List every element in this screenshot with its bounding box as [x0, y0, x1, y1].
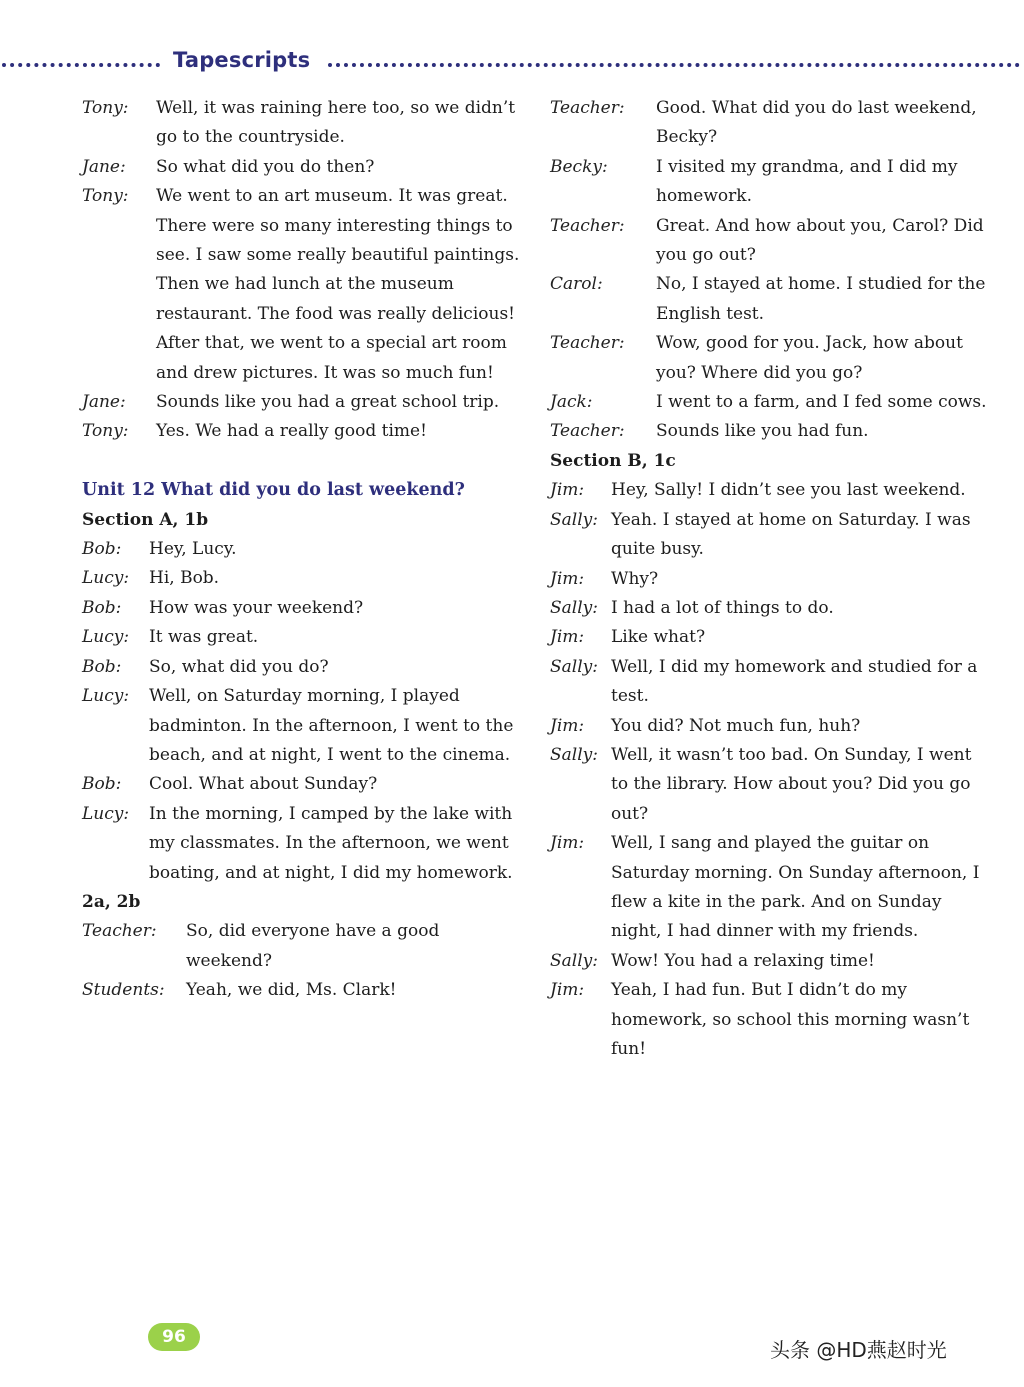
dialog-line	[550, 741, 990, 829]
speaker-name: Sally:	[550, 950, 598, 971]
dialog-line	[550, 623, 990, 652]
speaker-name: Lucy:	[82, 568, 130, 589]
dialog-line	[550, 329, 990, 388]
dialog-text: Wow, good for you. Jack, how about you? Where did you go?	[656, 333, 963, 383]
speaker-name: Jim:	[550, 980, 585, 1001]
speaker-name: Lucy:	[82, 627, 130, 648]
section-2-heading: 2a, 2b	[82, 891, 141, 912]
dialog-line	[550, 153, 990, 212]
header-dots-right	[328, 63, 1020, 67]
dialog-line	[550, 829, 990, 947]
dialog-line	[82, 564, 522, 593]
speaker-name: Teacher:	[550, 333, 625, 354]
speaker-name: Bob:	[82, 597, 122, 618]
dialog-line	[82, 594, 522, 623]
speaker-name: Lucy:	[82, 686, 130, 707]
dialog-text: Well, it was raining here too, so we didn’t go to the countryside.	[156, 98, 516, 148]
speaker-name: Students:	[82, 980, 165, 1001]
dialog-line	[550, 565, 990, 594]
speaker-name: Jim:	[550, 480, 585, 501]
dialog-section-a	[82, 535, 522, 888]
dialog-text: I visited my grandma, and I did my homework.	[656, 156, 958, 207]
dialog-line	[550, 417, 990, 446]
speaker-name: Carol:	[550, 274, 603, 295]
speaker-name: Sally:	[550, 509, 598, 530]
section-b-heading: Section B, 1c	[550, 450, 676, 471]
dialog-text: Cool. What about Sunday?	[149, 774, 378, 795]
dialog-line	[550, 653, 990, 712]
dialog-text: Great. And how about you, Carol? Did you go out?	[656, 215, 984, 266]
dialog-text: Wow! You had a relaxing time!	[611, 950, 875, 971]
dialog-text: Yeah, I had fun. But I didn’t do my homework, so school this morning wasn’t fun!	[611, 980, 970, 1059]
dialog-line	[82, 153, 522, 182]
speaker-name: Sally:	[550, 597, 598, 618]
speaker-name: Jim:	[550, 568, 585, 589]
watermark: 头条 @HD燕赵时光	[770, 1338, 947, 1362]
speaker-name: Teacher:	[550, 215, 625, 236]
dialog-line	[550, 476, 990, 505]
dialog-line	[550, 712, 990, 741]
dialog-text: Yeah. I stayed at home on Saturday. I was quite busy.	[611, 509, 971, 560]
dialog-text: Well, on Saturday morning, I played badminton. In the afternoon, I went to the beach, and at night, I went to the cinema.	[149, 686, 514, 765]
dialog-line	[550, 270, 990, 329]
speaker-name: Jim:	[550, 627, 585, 648]
dialog-line	[82, 623, 522, 652]
dialog-line	[550, 506, 990, 565]
dialog-line	[82, 388, 522, 417]
dialog-text: We went to an art museum. It was great. There were so many interesting things to see. I saw some really beautiful paintings. Then we had lunch at the museum restaurant. The food was really delicious! After that, we went to a special art room and drew pictures. It was so much fun!	[156, 186, 520, 383]
dialog-section-2	[82, 917, 522, 1005]
dialog-text: No, I stayed at home. I studied for the English test.	[656, 274, 986, 324]
speaker-name: Jack:	[550, 392, 593, 413]
speaker-name: Tony:	[82, 186, 129, 207]
speaker-name: Teacher:	[550, 421, 625, 442]
speaker-name: Bob:	[82, 656, 122, 677]
dialog-text: I went to a farm, and I fed some cows.	[656, 392, 987, 413]
speaker-name: Jane:	[82, 392, 126, 413]
header-dots-left	[2, 63, 160, 67]
dialog-line	[550, 976, 990, 1064]
left-column	[82, 94, 522, 1006]
dialog-line	[82, 653, 522, 682]
dialog-teacher-class	[550, 94, 990, 447]
speaker-name: Jane:	[82, 156, 126, 177]
page-header	[0, 46, 1024, 80]
dialog-line	[550, 212, 990, 271]
dialog-text: Hey, Sally! I didn’t see you last weekend.	[611, 480, 966, 501]
dialog-text: Sounds like you had fun.	[656, 421, 869, 442]
speaker-name: Tony:	[82, 421, 129, 442]
unit-title: Unit 12 What did you do last weekend?	[82, 480, 465, 501]
speaker-name: Jim:	[550, 833, 585, 854]
dialog-text: I had a lot of things to do.	[611, 597, 834, 618]
dialog-text: Hi, Bob.	[149, 568, 220, 589]
dialog-line	[550, 947, 990, 976]
dialog-line	[82, 682, 522, 770]
dialog-text: Well, I sang and played the guitar on Saturday morning. On Sunday afternoon, I flew a kite in the park. And on Sunday night, I had dinner with my friends.	[611, 833, 980, 942]
dialog-line	[82, 94, 522, 153]
speaker-name: Sally:	[550, 744, 598, 765]
speaker-name: Bob:	[82, 539, 122, 560]
dialog-text: Well, it wasn’t too bad. On Sunday, I went to the library. How about you? Did you go out?	[611, 744, 972, 824]
speaker-name: Teacher:	[550, 98, 625, 118]
dialog-text: How was your weekend?	[149, 597, 364, 618]
speaker-name: Lucy:	[82, 803, 130, 824]
dialog-line	[550, 388, 990, 417]
spacer	[82, 447, 522, 476]
dialog-line	[82, 535, 522, 564]
dialog-tony-jane	[82, 94, 522, 447]
dialog-text: Well, I did my homework and studied for a test.	[611, 656, 978, 707]
dialog-line	[550, 94, 990, 153]
dialog-line	[550, 594, 990, 623]
dialog-text: You did? Not much fun, huh?	[611, 715, 861, 736]
dialog-text: Why?	[611, 568, 659, 589]
speaker-name: Sally:	[550, 656, 598, 677]
dialog-text: Good. What did you do last weekend, Becky?	[656, 98, 977, 148]
section-a-heading: Section A, 1b	[82, 509, 209, 530]
dialog-text: It was great.	[149, 627, 259, 648]
dialog-text: Like what?	[611, 627, 706, 648]
dialog-line	[82, 182, 522, 388]
dialog-line	[82, 917, 522, 976]
page-header-title: Tapescripts	[173, 48, 311, 72]
dialog-text: Yeah, we did, Ms. Clark!	[186, 980, 397, 1001]
speaker-name: Jim:	[550, 715, 585, 736]
dialog-text: Sounds like you had a great school trip.	[156, 392, 500, 413]
dialog-line	[82, 800, 522, 888]
dialog-text: Hey, Lucy.	[149, 539, 237, 560]
dialog-text: So, what did you do?	[149, 656, 329, 677]
speaker-name: Becky:	[550, 156, 608, 177]
dialog-text: So, did everyone have a good weekend?	[186, 921, 440, 971]
speaker-name: Teacher:	[82, 921, 157, 942]
speaker-name: Tony:	[82, 98, 129, 118]
dialog-line	[82, 417, 522, 446]
dialog-text: So what did you do then?	[156, 156, 375, 177]
dialog-line	[82, 770, 522, 799]
speaker-name: Bob:	[82, 774, 122, 795]
right-column	[550, 94, 990, 1064]
dialog-text: Yes. We had a really good time!	[156, 421, 427, 442]
page-number-badge: 96	[148, 1323, 200, 1351]
dialog-text: In the morning, I camped by the lake with my classmates. In the afternoon, we went boating, and at night, I did my homework.	[149, 803, 513, 883]
dialog-section-b	[550, 476, 990, 1064]
dialog-line	[82, 976, 522, 1005]
